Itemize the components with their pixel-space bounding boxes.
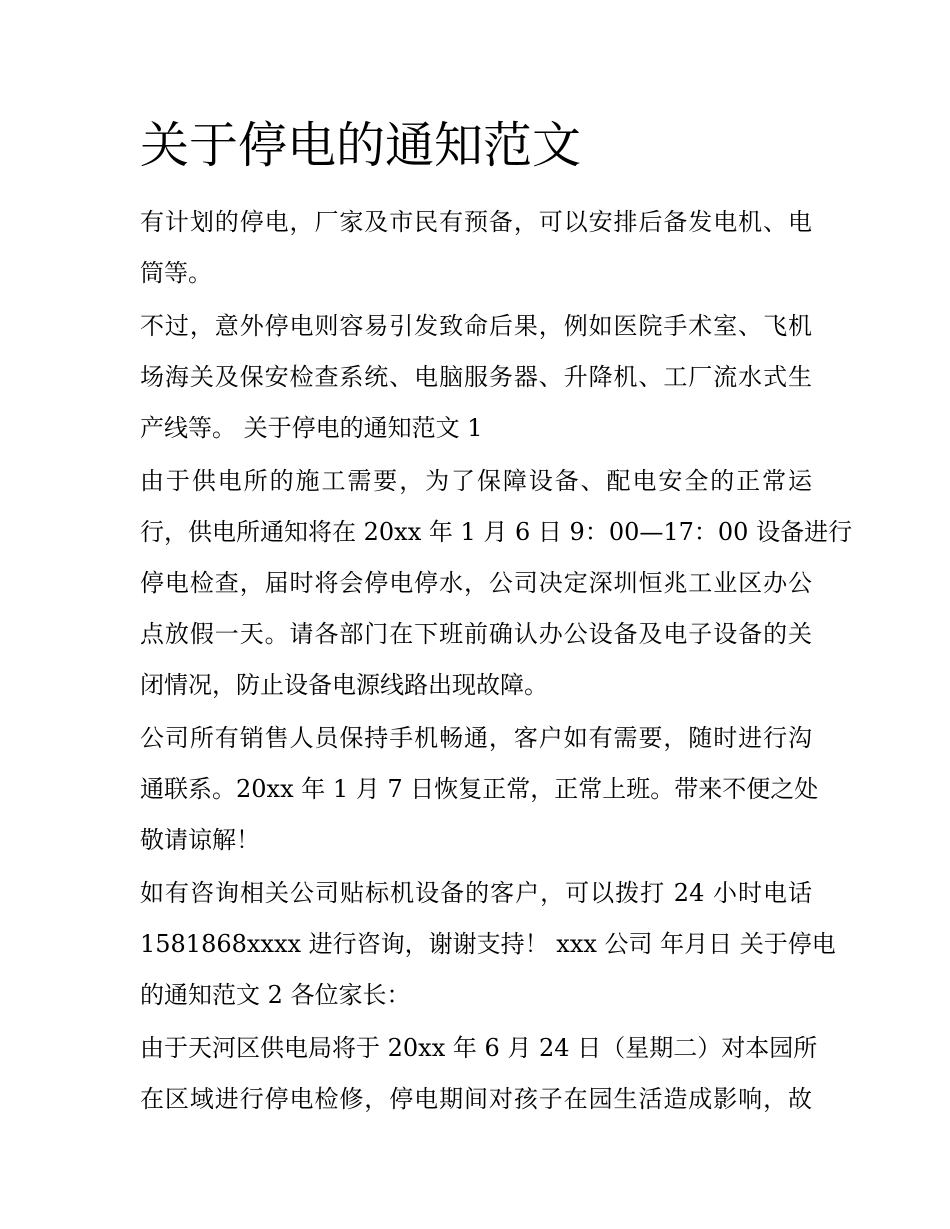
paragraph-line: 1581868xxxx 进行咨询，谢谢支持！ xxx 公司 年月日 关于停电 bbox=[140, 930, 836, 958]
paragraph-3 bbox=[140, 456, 853, 711]
paragraph-line: 的通知范文 2 各位家长： bbox=[140, 981, 411, 1009]
paragraph-4 bbox=[140, 713, 819, 866]
paragraph-line: 由于供电所的施工需要，为了保障设备、配电安全的正常运 bbox=[140, 467, 812, 495]
paragraph-line: 产线等。 关于停电的通知范文 1 bbox=[140, 414, 483, 442]
paragraph-line: 敬请谅解！ bbox=[140, 826, 260, 854]
document-title: 关于停电的通知范文 bbox=[140, 117, 582, 174]
paragraph-line: 如有咨询相关公司贴标机设备的客户，可以拨打 24 小时电话 bbox=[140, 879, 812, 907]
paragraph-line: 点放假一天。请各部门在下班前确认办公设备及电子设备的关 bbox=[140, 620, 812, 648]
paragraph-line: 不过，意外停电则容易引发致命后果，例如医院手术室、飞机 bbox=[140, 312, 812, 340]
paragraph-line: 闭情况，防止设备电源线路出现故障。 bbox=[140, 671, 548, 699]
paragraph-line: 公司所有销售人员保持手机畅通，客户如有需要，随时进行沟 bbox=[140, 724, 812, 752]
paragraph-line: 由于天河区供电局将于 20xx 年 6 月 24 日（星期二）对本园所 bbox=[140, 1034, 818, 1062]
paragraph-1 bbox=[140, 197, 812, 299]
paragraph-line: 行，供电所通知将在 20xx 年 1 月 6 日 9：00—17：00 设备进行 bbox=[140, 518, 853, 546]
paragraph-5 bbox=[140, 868, 836, 1021]
paragraph-6 bbox=[140, 1023, 818, 1125]
paragraph-line: 场海关及保安检查系统、电脑服务器、升降机、工厂流水式生 bbox=[140, 363, 812, 391]
paragraph-2 bbox=[140, 301, 812, 454]
paragraph-line: 在区域进行停电检修，停电期间对孩子在园生活造成影响，故 bbox=[140, 1085, 812, 1113]
paragraph-line: 筒等。 bbox=[140, 259, 212, 287]
paragraph-line: 有计划的停电，厂家及市民有预备，可以安排后备发电机、电 bbox=[140, 208, 812, 236]
paragraph-line: 通联系。20xx 年 1 月 7 日恢复正常，正常上班。带来不便之处 bbox=[140, 775, 819, 803]
paragraph-line: 停电检查，届时将会停电停水，公司决定深圳恒兆工业区办公 bbox=[140, 569, 812, 597]
document-body bbox=[140, 197, 853, 1127]
